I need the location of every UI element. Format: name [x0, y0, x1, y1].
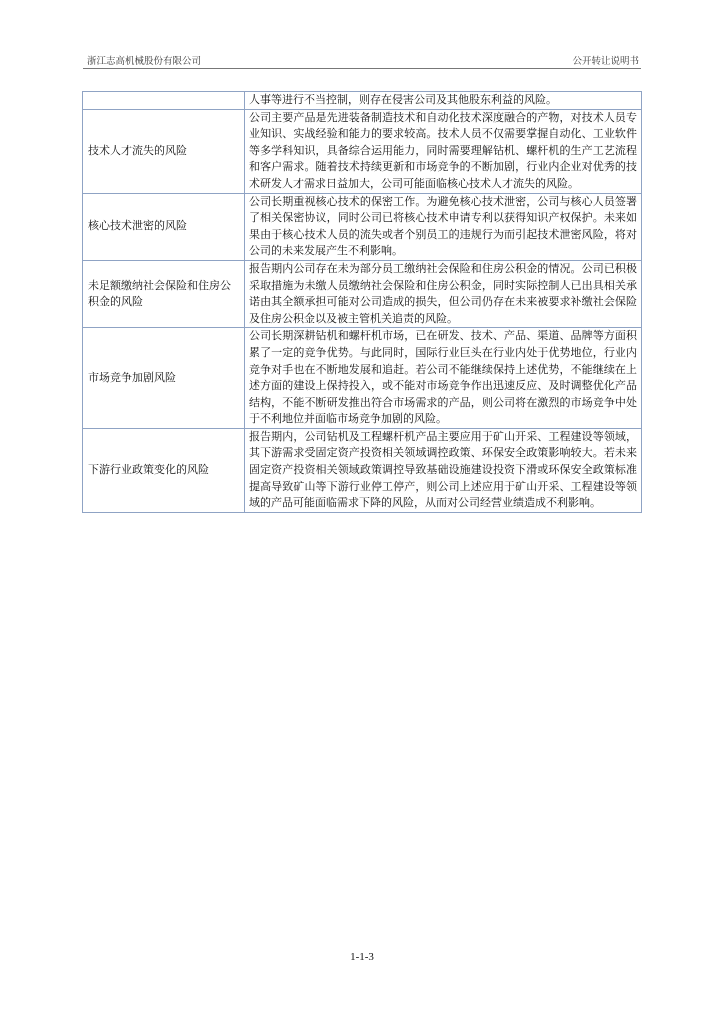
table-row [83, 428, 642, 512]
risk-name: 技术人才流失的风险 [83, 109, 245, 193]
risk-description: 公司主要产品是先进装备制造技术和自动化技术深度融合的产物，对技术人员专业知识、实战经验和能力的要求较高。技术人员不仅需要掌握自动化、工业软件等多学科知识，具备综合运用能力，同时需要理解钻机、螺杆机的生产工艺流程和客户需求。随着技术持续更新和市场竞争的不断加剧，行业内企业对优秀的技术研发人才需求日益加大，公司可能面临核心技术人才流失的风险。 [245, 109, 642, 193]
table-row [83, 109, 642, 193]
risk-description: 公司长期深耕钻机和螺杆机市场，已在研发、技术、产品、渠道、品牌等方面积累了一定的竞争优势。与此同时，国际行业巨头在行业内处于优势地位，行业内竞争对手也在不断地发展和追赶。若公司不能继续保持上述优势，不能继续在上述方面的建设上保持投入，或不能对市场竞争作出迅速反应、及时调整优化产品结构，不能不断研发推出符合市场需求的产品，则公司将在激烈的市场竞争中处于不利地位并面临市场竞争加剧的风险。 [245, 328, 642, 429]
page-number: 1-1-3 [350, 951, 374, 963]
header-company: 浙江志高机械股份有限公司 [87, 56, 202, 67]
risk-name: 核心技术泄密的风险 [83, 193, 245, 260]
risk-description: 报告期内，公司钻机及工程螺杆机产品主要应用于矿山开采、工程建设等领域，其下游需求受固定资产投资相关领域调控政策、环保安全政策影响较大。若未来固定资产投资相关领域政策调控导致基础设施建设投资下滑或环保安全政策标准提高导致矿山等下游行业停工停产，则公司上述应用于矿山开采、工程建设等领域的产品可能面临需求下降的风险，从而对公司经营业绩造成不利影响。 [245, 428, 642, 512]
table-row [83, 193, 642, 260]
table-row [83, 328, 642, 429]
table-row [83, 260, 642, 327]
risk-table [82, 91, 642, 513]
table-row [83, 92, 642, 110]
risk-name [83, 92, 245, 110]
risk-name: 下游行业政策变化的风险 [83, 428, 245, 512]
risk-description: 人事等进行不当控制，则存在侵害公司及其他股东利益的风险。 [245, 92, 642, 110]
header-doc-title: 公开转让说明书 [572, 56, 639, 67]
risk-name: 市场竞争加剧风险 [83, 328, 245, 429]
risk-description: 公司长期重视核心技术的保密工作。为避免核心技术泄密，公司与核心人员签署了相关保密协议，同时公司已将核心技术申请专利以获得知识产权保护。未来如果由于核心技术人员的流失或者个别员工的违规行为而引起技术泄密风险，将对公司的未来发展产生不利影响。 [245, 193, 642, 260]
header-rule [83, 68, 641, 69]
risk-description: 报告期内公司存在未为部分员工缴纳社会保险和住房公积金的情况。公司已积极采取措施为未缴人员缴纳社会保险和住房公积金，同时实际控制人已出具相关承诺由其全额承担可能对公司造成的损失，但公司仍存在未来被要求补缴社会保险及住房公积金以及被主管机关追责的风险。 [245, 260, 642, 327]
risk-name: 未足额缴纳社会保险和住房公积金的风险 [83, 260, 245, 327]
